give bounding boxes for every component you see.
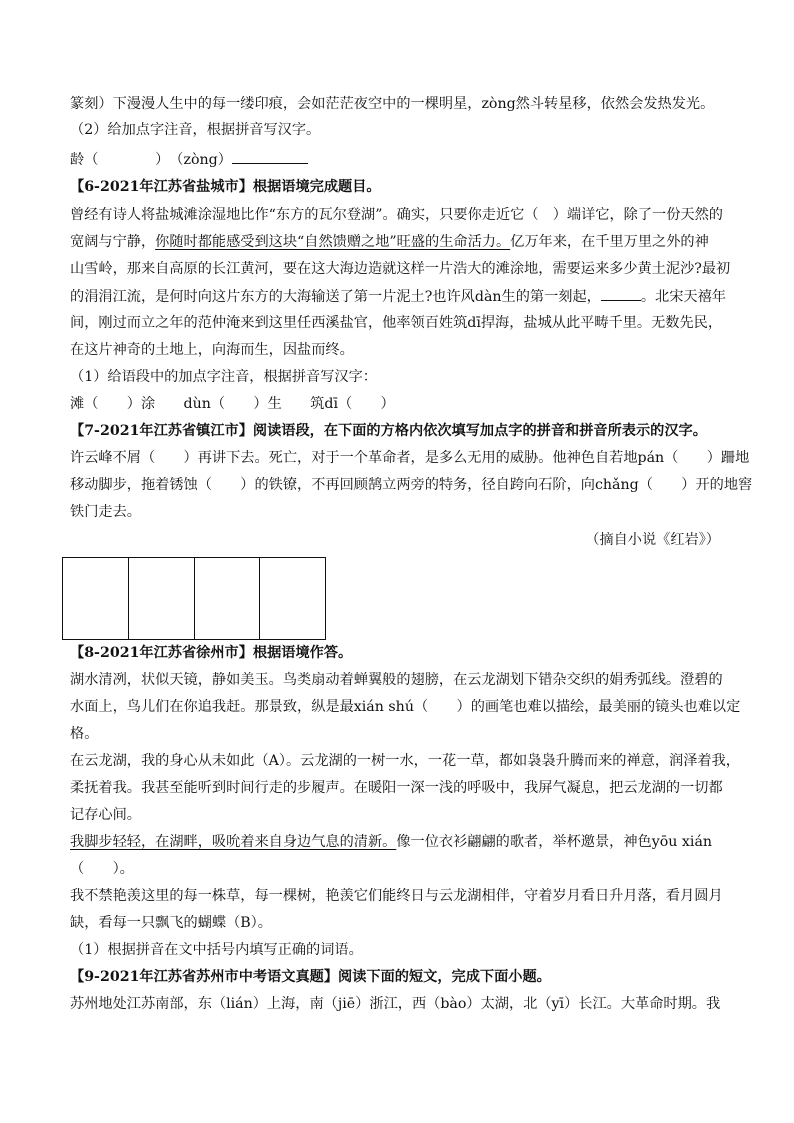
text-line: 山雪岭，那来自高原的长江黄河，要在这大海边造就这样一片浩大的滩涂地，需要运来多少黄土泥沙?最初: [70, 261, 731, 277]
source-citation: （摘自小说《红岩》）: [585, 532, 720, 548]
text-line: 在云龙湖，我的身心从未如此（A）。云龙湖的一树一水，一花一草，都如袅袅升腾而来的禅意，润泽着我，: [70, 753, 740, 769]
fill-blank: [601, 286, 641, 301]
underlined-sentence: 我脚步轻轻，在湖畔，吸吮着来自身边气息的清新。: [70, 834, 397, 850]
question-line: （1）根据拼音在文中括号内填写正确的词语。: [70, 942, 363, 958]
section-heading-7: 【7-2021年江苏省镇江市】阅读语段，在下面的方格内依次填写加点字的拼音和拼音所表示的汉字。: [70, 423, 707, 439]
text-line: 许云峰不屑（ ）再讲下去。死亡，对于一个革命者，是多么无用的威胁。他神色自若地pán（ ）跚地: [70, 450, 750, 466]
section-heading-6: 【6-2021年江苏省盐城市】根据语境完成题目。: [70, 179, 381, 195]
question-line: （2）给加点字注音，根据拼音写汉字。: [70, 122, 321, 138]
text-line: 我不禁艳羡这里的每一株草，每一棵树，艳羡它们能终日与云龙湖相伴，守着岁月看日升月落，看月圆月: [70, 888, 723, 904]
text-span: 宽阔与宁静，: [70, 234, 156, 250]
underlined-sentence: 你随时都能感受到这块“自然馈赠之地”旺盛的生命活力。: [155, 234, 511, 250]
text-line: 柔抚着我。我甚至能听到时间行走的步履声。在暖阳一深一浅的呼吸中，我屏气凝息，把云龙湖的一切都: [70, 780, 723, 796]
answer-prompt: 龄（ ） （zòng）: [70, 152, 232, 168]
text-line: 苏州地处江苏南部，东（lián）上海，南（jiē）浙江，西（bào）太湖，北（yī）长江。大革命时期。我: [70, 996, 721, 1012]
question-line: （1）给语段中的加点字注音，根据拼音写汉字：: [70, 369, 377, 385]
text-line: 水面上，鸟儿们在你追我赶。那景致，纵是最xián shú（ ）的画笔也难以描绘，最美丽的镜头也难以定: [70, 699, 741, 715]
answer-line: [70, 149, 730, 170]
section-heading-8: 【8-2021年江苏省徐州市】根据语境作答。: [70, 645, 353, 661]
answer-grid-cell[interactable]: [63, 558, 129, 639]
text-line: 格。: [70, 726, 99, 742]
text-span: 像一位衣衫翩翩的歌者，举杯邀景，神色yōu xián: [396, 834, 713, 850]
text-line: 篆刻）下漫漫人生中的每一缕印痕，会如茫茫夜空中的一棵明星，zòng然斗转星移，依然会发热发光。: [70, 96, 715, 112]
answer-blank: [232, 149, 308, 164]
text-line: 铁门走去。: [70, 504, 141, 520]
text-line: 在这片神奇的土地上，向海而生，因盐而终。: [70, 342, 354, 358]
text-span: 亿万年来，在千里万里之外的神: [510, 234, 709, 250]
answer-line: 滩（ ）涂 dùn（ ）生 筑dī（ ）: [70, 396, 395, 412]
answer-grid: [62, 557, 326, 640]
text-span: 。北宋天禧年: [640, 289, 726, 305]
answer-grid-cell[interactable]: [195, 558, 261, 639]
text-line: 记存心间。: [70, 807, 141, 823]
text-line: [70, 232, 730, 252]
text-line: 缺，看每一只飘飞的蝴蝶（B）。: [70, 915, 272, 931]
text-line: [70, 832, 730, 852]
section-heading-9: 【9-2021年江苏省苏州市中考语文真题】阅读下面的短文，完成下面小题。: [70, 969, 551, 985]
text-line: （ ）。: [70, 861, 134, 877]
answer-grid-cell[interactable]: [129, 558, 195, 639]
text-span: 的涓涓江流，是何时向这片东方的大海输送了第一片泥土?也许风dàn生的第一刻起，: [70, 289, 601, 305]
text-line: 曾经有诗人将盐城滩涂湿地比作“东方的瓦尔登湖”。确实，只要你走近它（ ）端详它，除了一份天然的: [70, 207, 723, 223]
answer-grid-cell[interactable]: [260, 558, 325, 639]
text-line: 移动脚步，拖着锈蚀（ ）的铁镣，不再回顾鹄立两旁的特务，径自跨向石阶，向chǎng（ ）开的地窖: [70, 477, 753, 493]
text-line: [70, 286, 730, 307]
text-line: 湖水清冽，状似天镜，静如美玉。鸟类扇动着蝉翼般的翅膀，在云龙湖划下错杂交织的娟秀弧线。澄碧的: [70, 672, 723, 688]
text-line: 间，刚过而立之年的范仲淹来到这里任西溪盐官，他率领百姓筑dī捍海，盐城从此平畴千里。无数先民，: [70, 315, 723, 331]
